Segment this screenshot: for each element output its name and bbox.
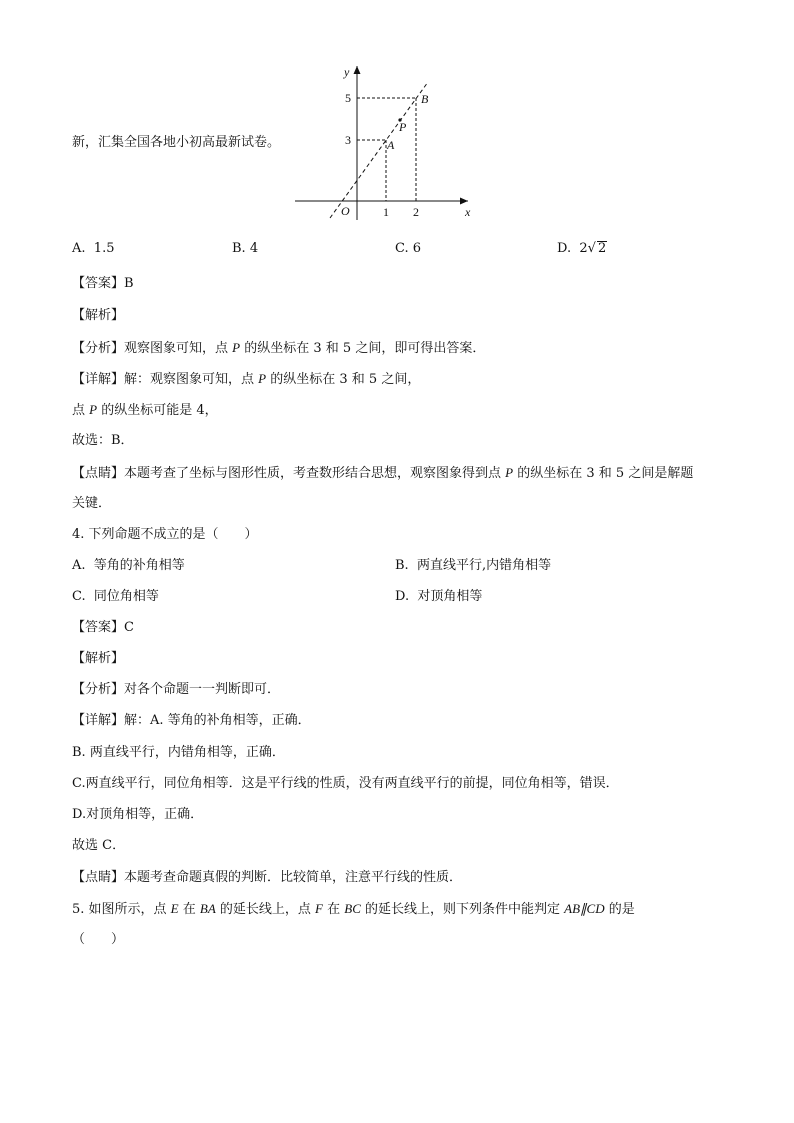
coordinate-graph xyxy=(290,60,490,225)
q4-xiangjie-4: D.对顶角相等，正确． xyxy=(72,807,204,822)
y-tick-3: 3 xyxy=(345,133,351,147)
q3-fenxi: 【分析】观察图象可知，点 P 的纵坐标在 3 和 5 之间，即可得出答案． xyxy=(72,340,486,356)
q3-option-c: C. 6 xyxy=(395,241,422,256)
q4-option-a: A. 等角的补角相等 xyxy=(72,558,185,573)
q5-stem: 5. 如图所示，点 E 在 BA 的延长线上，点 F 在 BC 的延长线上，则下列条件中能判定 AB∥CD 的是 xyxy=(72,901,635,917)
origin-label: O xyxy=(341,204,350,218)
watermark-line: 新，汇集全国各地小初高最新试卷。 xyxy=(72,135,281,150)
point-A-label: A xyxy=(387,138,395,152)
q3-dianjing-2: 关键． xyxy=(72,496,112,511)
y-axis-arrow xyxy=(354,66,361,74)
point-B-label: B xyxy=(421,92,429,106)
q3-analysis-heading: 【解析】 xyxy=(72,308,125,323)
y-axis-label: y xyxy=(344,65,350,79)
q3-dianjing-1: 【点睛】本题考查了坐标与图形性质，考查数形结合思想，观察图象得到点 P 的纵坐标在 3 和 5 之间是解题 xyxy=(72,465,694,481)
q3-option-d: D. 2√ 2 xyxy=(557,241,607,256)
q5-stem-tail: （ ） xyxy=(72,932,125,947)
q4-fenxi: 【分析】对各个命题一一判断即可． xyxy=(72,682,281,697)
x-axis-arrow xyxy=(460,198,468,205)
q4-xiangjie-3: C.两直线平行，同位角相等．这是平行线的性质，没有两直线平行的前提，同位角相等，错误． xyxy=(72,776,619,791)
x-tick-2: 2 xyxy=(413,205,419,219)
q3-xiangjie-2: 点 P 的纵坐标可能是 4， xyxy=(72,402,218,418)
q4-xiangjie-2: B. 两直线平行，内错角相等，正确． xyxy=(72,745,285,760)
q4-analysis-heading: 【解析】 xyxy=(72,651,125,666)
x-axis-label: x xyxy=(465,205,471,219)
point-P-label: P xyxy=(399,120,407,134)
q3-option-b: B. 4 xyxy=(232,241,259,256)
q4-xiangjie-1: 【详解】解：A. 等角的补角相等，正确． xyxy=(72,713,311,728)
q4-option-d: D. 对顶角相等 xyxy=(395,589,483,604)
q4-answer: 【答案】C xyxy=(72,620,134,635)
y-tick-5: 5 xyxy=(345,91,351,105)
q4-option-b: B. 两直线平行,内错角相等 xyxy=(395,558,552,573)
q4-stem: 4. 下列命题不成立的是（ ） xyxy=(72,527,258,542)
q3-xiangjie-3: 故选：B． xyxy=(72,433,134,448)
q4-option-c: C. 同位角相等 xyxy=(72,589,159,604)
q4-dianjing: 【点睛】本题考查命题真假的判断．比较简单，注意平行线的性质． xyxy=(72,870,463,885)
q4-xiangjie-5: 故选 C． xyxy=(72,838,126,853)
q3-option-a: A. 1.5 xyxy=(72,241,115,256)
q3-xiangjie-1: 【详解】解：观察图象可知，点 P 的纵坐标在 3 和 5 之间， xyxy=(72,371,421,387)
x-tick-1: 1 xyxy=(383,205,389,219)
q3-answer: 【答案】B xyxy=(72,276,134,291)
